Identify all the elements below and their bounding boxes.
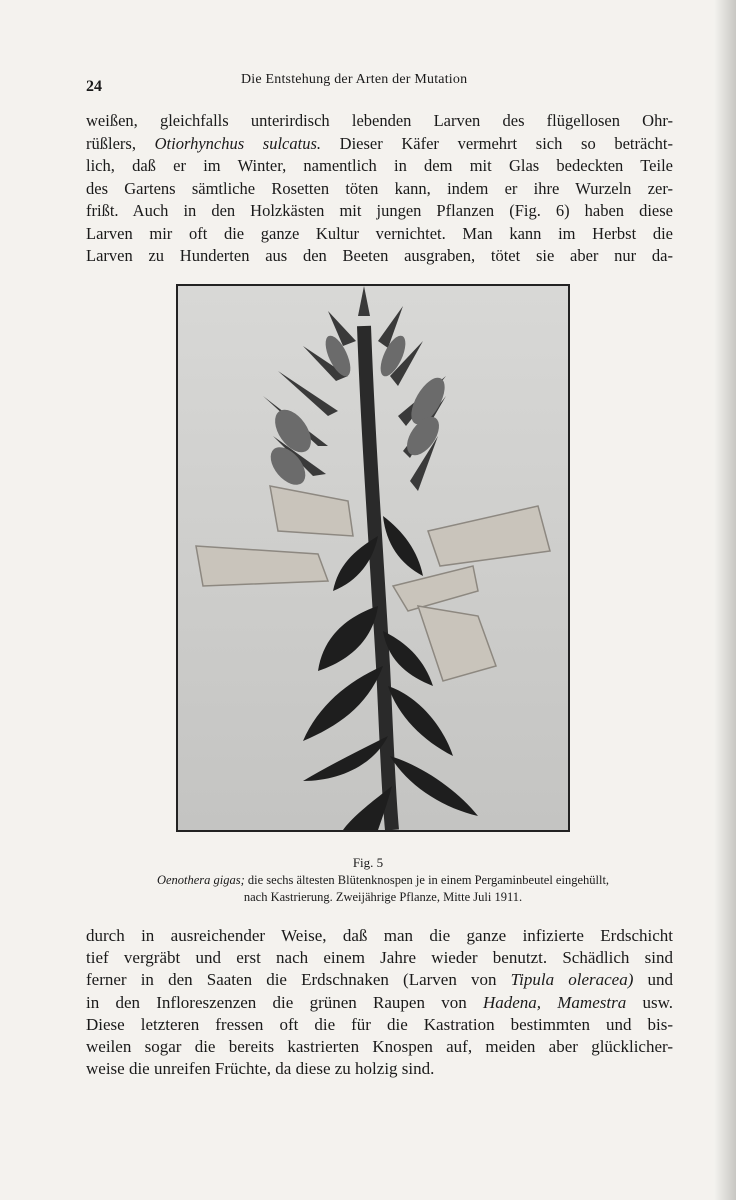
paragraph-top <box>86 110 673 268</box>
figure-photograph <box>176 284 570 832</box>
caption-line: Oenothera gigas; die sechs ältesten Blütenknospen je in einem Pergaminbeutel eingehüllt, <box>156 873 610 887</box>
text-line: ferner in den Saaten die Erdschnaken (Larven von Tipula oleracea) und <box>86 970 674 990</box>
genus-names: Hadena, Mamestra <box>482 992 627 1012</box>
text-line: rüßlers, Otiorhynchus sulcatus. Dieser Käfer vermehrt sich so beträcht- <box>86 133 673 153</box>
text-line: tief vergräbt und erst nach einem Jahre wieder benutzt. Schädlich sind <box>86 948 673 968</box>
text-line: durch in ausreichender Weise, daß man die ganze infizierte Erdschicht <box>86 926 673 945</box>
caption-line: nach Kastrierung. Zweijährige Pflanze, Mitte Juli 1911. <box>243 890 523 904</box>
text-line: Larven mir oft die ganze Kultur vernichtet. Man kann im Herbst die <box>86 223 673 243</box>
page-header <box>86 72 678 98</box>
species-name: Otiorhynchus sulcatus. <box>154 133 321 153</box>
page-number: 24 <box>86 78 102 95</box>
page-edge-shadow <box>714 0 736 1200</box>
species-name: Tipula oleracea) <box>510 970 634 990</box>
text-line: weise die unreifen Früchte, da diese zu holzig sind. <box>86 1059 435 1079</box>
figure-caption <box>86 872 680 906</box>
paragraph-bottom <box>86 925 673 1080</box>
running-title: Die Entstehung der Arten der Mutation <box>241 72 468 87</box>
figure-label: Fig. 5 <box>352 855 384 870</box>
text-line: frißt. Auch in den Holzkästen mit jungen Pflanzen (Fig. 6) haben diese <box>86 201 673 220</box>
caption-species: Oenothera gigas; <box>156 873 245 887</box>
text-line: Diese letzteren fressen oft die für die Kastration bestimmten und bis- <box>86 1014 673 1034</box>
text-line: des Gartens sämtliche Rosetten töten kann, indem er ihre Wurzeln zer- <box>86 178 673 198</box>
text-line: lich, daß er im Winter, namentlich in dem mit Glas bedeckten Teile <box>86 156 673 175</box>
text-line: weilen sogar die bereits kastrierten Knospen auf, meiden aber glücklicher- <box>86 1037 673 1057</box>
text-line: in den Infloreszenzen die grünen Raupen von Hadena, Mamestra usw. <box>86 992 674 1012</box>
text-line: weißen, gleichfalls unterirdisch lebenden Larven des flügellosen Ohr- <box>86 111 673 130</box>
plant-photo-illustration <box>178 286 568 830</box>
text-line: Larven zu Hunderten aus den Beeten ausgraben, tötet sie aber nur da- <box>86 246 673 265</box>
